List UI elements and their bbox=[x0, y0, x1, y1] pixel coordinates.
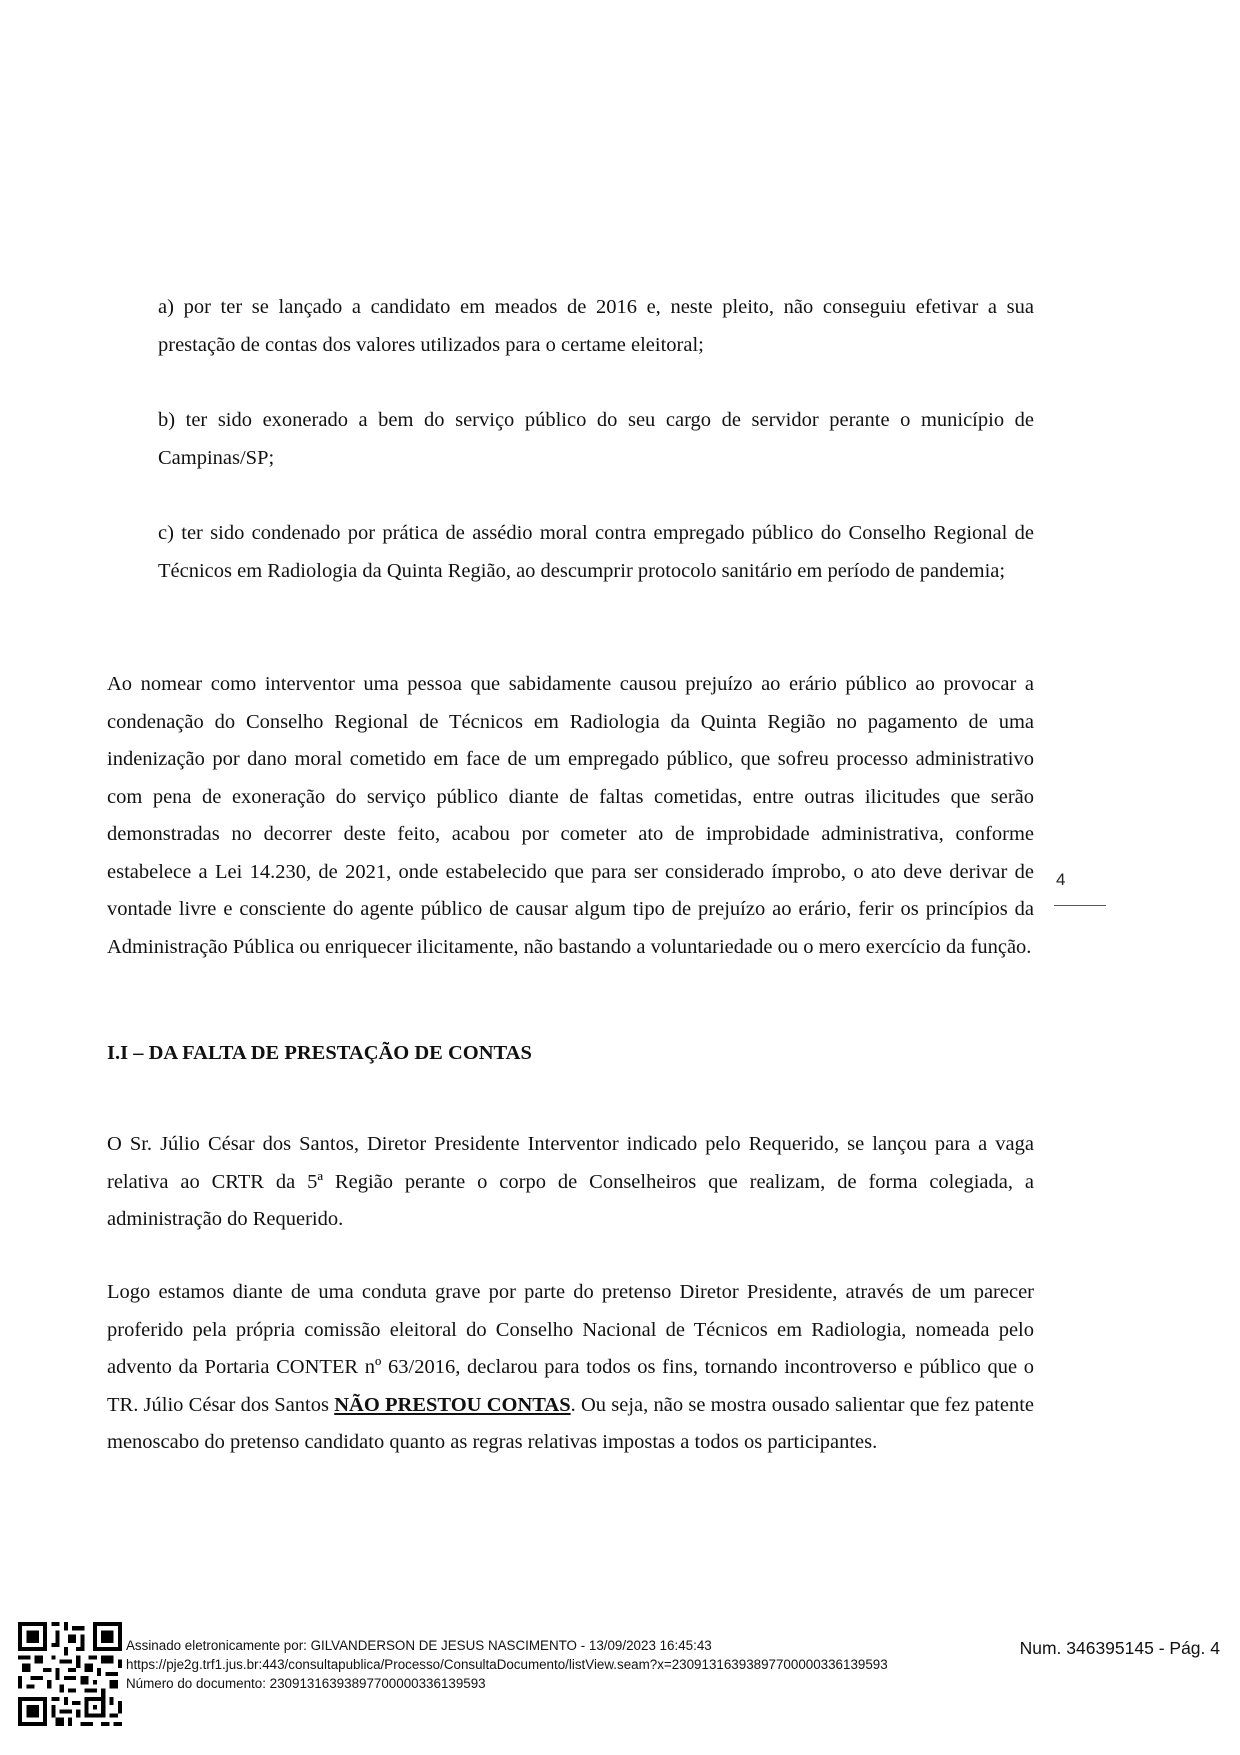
paragraph-improbity: Ao nomear como interventor uma pessoa que sabidamente causou prejuízo ao erário público ao provocar a condenação do Conselho Regional de Técnicos em Radiologia da Quinta Região no pagamento de uma indenização por dano moral cometido em face de um empregado público, que sofreu processo administrativo com pena de exoneração do serviço público diante de faltas cometidas, entre outras ilicitudes que serão demonstradas no decorrer deste feito, acabou por cometer ato de improbidade administrativa, conforme estabelece a Lei 14.230, de 2021, onde estabelecido que para ser considerado ímprobo, o ato deve derivar de vontade livre e consciente do agente público de causar algum tipo de prejuízo ao erário, ferir os princípios da Administração Pública ou enriquecer ilicitamente, não bastando a voluntariedade ou o mero exercício da função. bbox=[107, 673, 1034, 958]
qr-code-icon bbox=[18, 1622, 122, 1726]
document-url-link[interactable]: https://pje2g.trf1.jus.br:443/consultapublica/Processo/ConsultaDocumento/listView.seam?x=23091316393897700000336139593 bbox=[126, 1657, 888, 1672]
num-page-label: Num. 346395145 - Pág. 4 bbox=[1019, 1638, 1220, 1658]
page-marker-rule bbox=[1054, 905, 1106, 906]
document-number-text: Número do documento: 23091316393897700000336139593 bbox=[126, 1676, 486, 1691]
section-heading: I.I – DA FALTA DE PRESTAÇÃO DE CONTAS bbox=[107, 1042, 532, 1064]
list-item-c: c) ter sido condenado por prática de assédio moral contra empregado público do Conselho Regional de Técnicos em Radiologia da Quinta Região, ao descumprir protocolo sanitário em período de pandemia; bbox=[158, 522, 1034, 582]
page-marker: 4 bbox=[1054, 870, 1104, 906]
list-item-a: a) por ter se lançado a candidato em meados de 2016 e, neste pleito, não conseguiu efetivar a sua prestação de contas dos valores utilizados para o certame eleitoral; bbox=[158, 296, 1034, 356]
signed-by-text: Assinado eletronicamente por: GILVANDERSON DE JESUS NASCIMENTO - 13/09/2023 16:45:43 bbox=[126, 1638, 712, 1653]
emphasis-text: NÃO PRESTOU CONTAS bbox=[334, 1393, 571, 1416]
signature-footer bbox=[18, 1622, 1228, 1732]
list-item-b: b) ter sido exonerado a bem do serviço público do seu cargo de servidor perante o município de Campinas/SP; bbox=[158, 409, 1034, 469]
paragraph-accountability: Logo estamos diante de uma conduta grave por parte do pretenso Diretor Presidente, através de um parecer proferido pela própria comissão eleitoral do Conselho Nacional de Técnicos em Radiologia, nomeada pelo advento da Portaria CONTER nº 63/2016, declarou para todos os fins, tornando incontroverso e público que o TR. Júlio César dos Santos NÃO PRESTOU CONTAS. Ou seja, não se mostra ousado salientar que fez patente menoscabo do pretenso candidato quanto as regras relativas impostas a todos os participantes. bbox=[107, 1281, 1034, 1453]
paragraph-candidacy: O Sr. Júlio César dos Santos, Diretor Presidente Interventor indicado pelo Requerido, se lançou para a vaga relativa ao CRTR da 5ª Região perante o corpo de Conselheiros que realizam, de forma colegiada, a administração do Requerido. bbox=[107, 1133, 1034, 1230]
signature-info bbox=[126, 1636, 888, 1693]
